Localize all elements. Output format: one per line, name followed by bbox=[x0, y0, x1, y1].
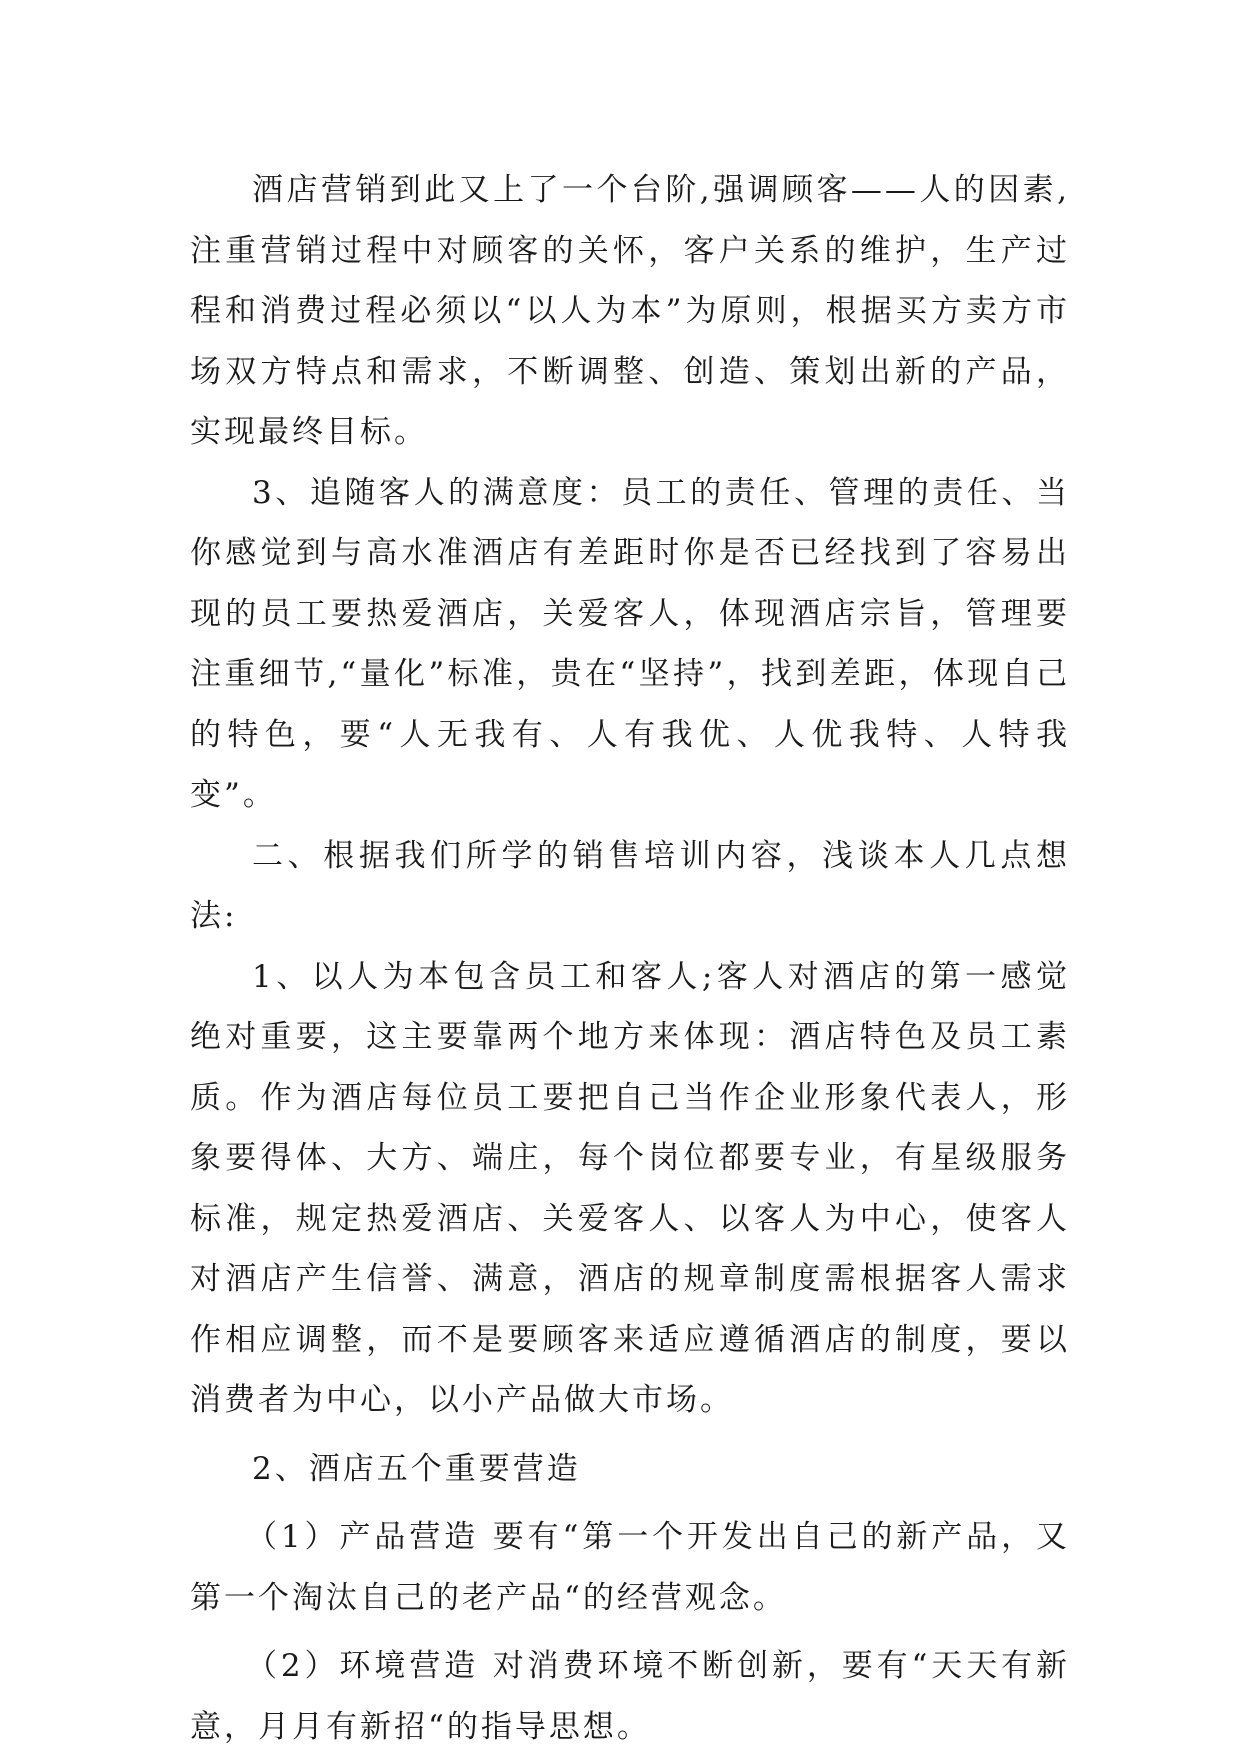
paragraph-section-two-heading: 二、根据我们所学的销售培训内容，浅谈本人几点想法: bbox=[190, 837, 1070, 934]
paragraph-customer-satisfaction: 3、追随客人的满意度：员工的责任、管理的责任、当你感觉到与高水准酒店有差距时你是否已经找到了容易出现的员工要热爱酒店，关爱客人，体现酒店宗旨，管理要注重细节,“量化”标准，贵在“坚持”，找到差距，体现自己的特色，要“人无我有、人有我优、人优我特、人特我变”。 bbox=[190, 474, 1070, 813]
paragraph-five-creations-heading: 2、酒店五个重要营造 bbox=[252, 1450, 581, 1487]
paragraph-marketing-stage: 酒店营销到此又上了一个台阶,强调顾客——人的因素,注重营销过程中对顾客的关怀，客户关系的维护，生产过程和消费过程必须以“以人为本”为原则，根据买方卖方市场双方特点和需求，不断调整、创造、策划出新的产品，实现最终目标。 bbox=[190, 172, 1070, 450]
paragraph-product-creation: （1）产品营造 要有“第一个开发出自己的新产品，又第一个淘汰自己的老产品“的经营观念。 bbox=[190, 1519, 1070, 1616]
paragraph-environment-creation: （2）环境营造 对消费环境不断创新，要有“天天有新意，月月有新招“的指导思想。 bbox=[190, 1648, 1070, 1745]
paragraph-people-oriented: 1、以人为本包含员工和客人;客人对酒店的第一感觉绝对重要，这主要靠两个地方来体现：酒店特色及员工素质。作为酒店每位员工要把自己当作企业形象代表人，形象要得体、大方、端庄，每个岗位都要专业，有星级服务标准，规定热爱酒店、关爱客人、以客人为中心，使客人对酒店产生信誉、满意，酒店的规章制度需根据客人需求作相应调整，而不是要顾客来适应遵循酒店的制度，要以消费者为中心，以小产品做大市场。 bbox=[190, 958, 1070, 1418]
document-body bbox=[190, 160, 1070, 1757]
